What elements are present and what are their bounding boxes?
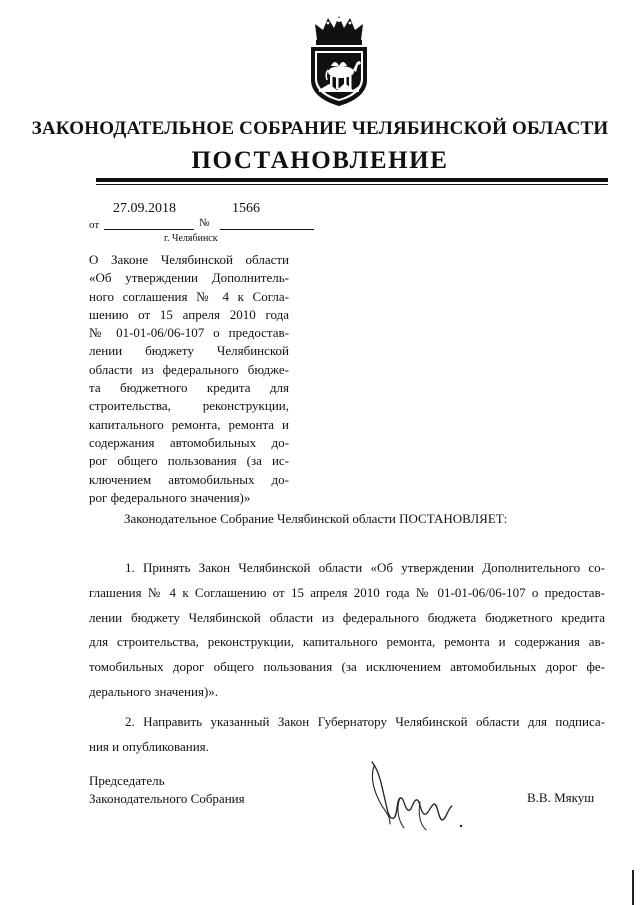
document-date: 27.09.2018 (113, 201, 176, 216)
subject-line: ного соглашения № 4 к Согла- (89, 288, 289, 304)
paragraph-line: лении бюджету Челябинской области из федерального бюджета бюджетного кредита (89, 609, 605, 625)
subject-line: капитального ремонта, ремонта и (89, 416, 289, 432)
header-divider-thin (96, 184, 608, 185)
subject-line: шению от 15 апреля 2010 года (89, 306, 289, 322)
subject-line: строительства, реконструкции, (89, 398, 289, 414)
subject-line: рог общего пользования (за ис- (89, 453, 289, 469)
subject-line: № 01-01-06/06-107 о предостав- (89, 325, 289, 341)
subject-line: лении бюджету Челябинской (89, 343, 289, 359)
subject-line: области из федерального бюдже- (89, 361, 289, 377)
preamble-text: Законодательное Собрание Челябинской области ПОСТАНОВЛЯЕТ: (124, 511, 508, 526)
document-number: 1566 (232, 201, 260, 216)
crown-icon (315, 16, 363, 45)
number-label: № (199, 217, 210, 229)
organization-title: ЗАКОНОДАТЕЛЬНОЕ СОБРАНИЕ ЧЕЛЯБИНСКОЙ ОБЛАСТИ (31, 118, 609, 139)
signatory-name: В.В. Мякуш (527, 790, 595, 805)
resolution-paragraph-2 (89, 710, 605, 760)
header-divider-thick (96, 178, 608, 182)
document-subject (89, 251, 289, 507)
paragraph-line: для строительства, реконструкции, капитального ремонта, ремонта и содержания ав- (89, 634, 605, 650)
paragraph-line: 1. Принять Закон Челябинской области «Об утверждении Дополнительного со- (125, 560, 605, 575)
paragraph-line: томобильных дорог общего пользования (за исключением автомобильных дорог фе- (89, 659, 605, 675)
document-type-title: ПОСТАНОВЛЕНИЕ (191, 147, 449, 174)
subject-line: рог федерального значения)» (89, 489, 251, 505)
handwritten-signature (360, 758, 470, 840)
subject-line: ключением автомобильных до- (89, 471, 289, 487)
paragraph-line: глашения № 4 к Соглашению от 15 апреля 2010 года № 01-01-06/06-107 о предостав- (89, 584, 605, 600)
paragraph-line: ния и опубликования. (89, 738, 209, 754)
coat-of-arms-emblem (301, 14, 377, 108)
paragraph-line: дерального значения)». (89, 683, 219, 699)
subject-line: О Законе Челябинской области (89, 252, 289, 267)
date-label: от (89, 219, 100, 231)
subject-line: «Об утверждении Дополнитель- (89, 270, 289, 286)
subject-line: содержания автомобильных до- (89, 434, 289, 450)
resolution-paragraph-1 (89, 556, 605, 705)
city-label: г. Челябинск (164, 233, 218, 244)
subject-line: та бюджетного кредита для (89, 380, 289, 396)
signatory-title-line: Председатель (89, 773, 165, 788)
signatory-title (89, 772, 245, 808)
date-underline (104, 229, 194, 230)
signatory-title-line: Законодательного Собрания (89, 791, 245, 806)
scan-edge-mark (632, 870, 634, 905)
paragraph-line: 2. Направить указанный Закон Губернатору Челябинской области для подписа- (125, 714, 605, 729)
number-underline (220, 229, 314, 230)
